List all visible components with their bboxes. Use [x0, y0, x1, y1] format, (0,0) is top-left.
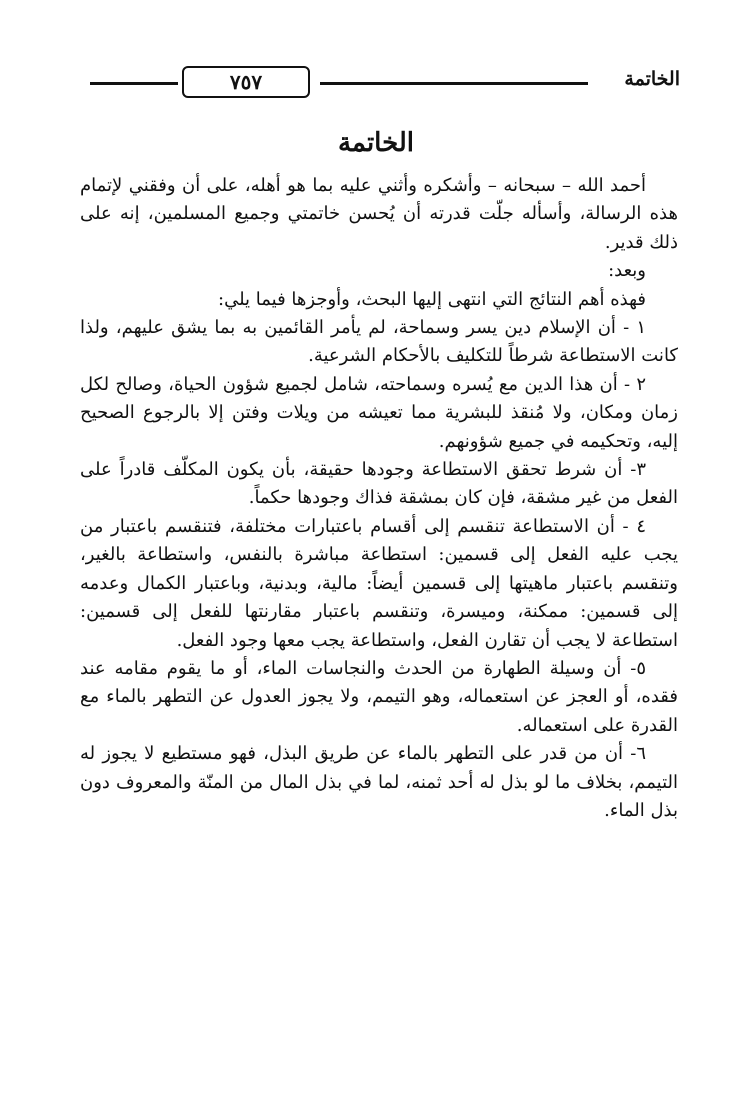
- paragraph-praise: أحمد الله – سبحانه – وأشكره وأثني عليه بما هو أهله، على أن وفقني لإتمام هذه الرسالة، وأسأله جلّت قدرته أن يُحسن خاتمتي وجميع المسلمين، إنه على ذلك قدير.: [80, 175, 678, 253]
- page-number: ٧٥٧: [182, 66, 310, 98]
- result-item-1: ١ - أن الإسلام دين يسر وسماحة، لم يأمر القائمين به بما يشق عليهم، ولذا كانت الاستطاعة شرطاً للتكليف بالأحكام الشرعية.: [80, 317, 678, 367]
- result-item-6: ٦- أن من قدر على التطهر بالماء عن طريق البذل، فهو مستطيع لا يجوز له التيمم، بخلاف ما لو بذل له أحد ثمنه، لما في بذل المال من المنّة والمعروف دون بذل الماء.: [80, 743, 678, 821]
- running-head: الخاتمة: [624, 68, 680, 90]
- result-item-5: ٥- أن وسيلة الطهارة من الحدث والنجاسات الماء، أو ما يقوم مقامه عند فقده، أو العجز عن استعماله، وهو التيمم، ولا يجوز العدول عن التطهر بالماء مع القدرة على استعماله.: [80, 657, 678, 736]
- header-rule-left: [90, 82, 178, 85]
- paragraph-intro: فهذه أهم النتائج التي انتهى إليها البحث، وأوجزها فيما يلي:: [218, 288, 646, 310]
- result-item-4: ٤ - أن الاستطاعة تنقسم إلى أقسام باعتبارات مختلفة، فتنقسم باعتبار من يجب عليه الفعل إلى قسمين: استطاعة مباشرة بالنفس، واستطاعة بالغير، وتنقسم باعتبار ماهيتها إلى قسمين أيضاً: مالية، وبدنية، وباعتبار الكمال وعدمه إلى قسمين: ممكنة، وميسرة، وتنقسم باعتبار مقارنتها للفعل إلى قسمين: استطاعة لا يجب أن تقارن الفعل، واستطاعة يجب معها وجود الفعل.: [80, 515, 678, 651]
- chapter-title: الخاتمة: [337, 128, 415, 158]
- page-header: [80, 66, 680, 106]
- body-text: [80, 172, 678, 825]
- header-rule-right: [320, 82, 588, 85]
- result-item-3: ٣- أن شرط تحقق الاستطاعة وجودها حقيقة، بأن يكون المكلّف قادراً على الفعل من غير مشقة، فإن كان بمشقة فذاك وجودها حكماً.: [80, 459, 678, 509]
- paragraph-ba3d: وبعد:: [608, 260, 646, 282]
- result-item-2: ٢ - أن هذا الدين مع يُسره وسماحته، شامل لجميع شؤون الحياة، وصالح لكل زمان ومكان، ولا مُنقذ للبشرية مما تعيشه من ويلات وفتن إلا بالرجوع الصحيح إليه، وتحكيمه في جميع شؤونهم.: [80, 373, 678, 452]
